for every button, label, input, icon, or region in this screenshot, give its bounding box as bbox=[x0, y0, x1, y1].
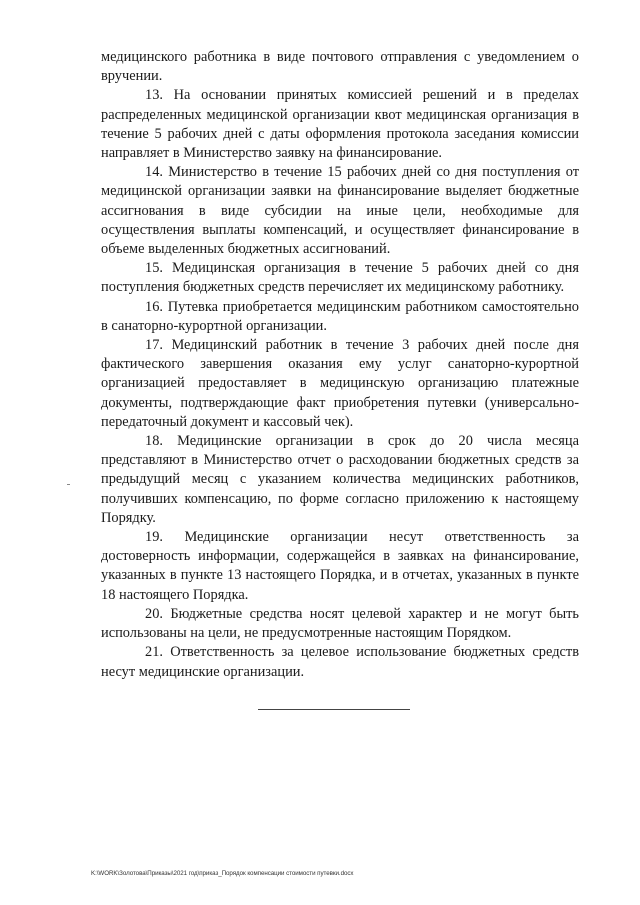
paragraph-item-20: 20. Бюджетные средства носят целевой характер и не могут быть использованы на цели, не предусмотренные настоящим Порядком. bbox=[101, 605, 579, 642]
paragraph-continuation: медицинского работника в виде почтового отправления с уведомлением о вручении. bbox=[101, 49, 579, 85]
end-divider-line bbox=[258, 709, 410, 710]
paragraph-item-14: 14. Министерство в течение 15 рабочих дней со дня поступления от медицинской организации заявки на финансирование выделяет бюджетные ассигнования в виде субсидии на иные цели, необходимые для осуществления выплаты компенсаций, и осуществляет финансирование в объеме выделенных бюджетных ассигнований. bbox=[101, 164, 579, 258]
paragraph-item-16: 16. Путевка приобретается медицинским работником самостоятельно в санаторно-курортной организации. bbox=[101, 298, 579, 334]
scan-speck bbox=[67, 484, 70, 485]
paragraph-item-13: 13. На основании принятых комиссией решений и в пределах распределенных медицинской организации квот медицинская организация в течение 5 рабочих дней с даты оформления протокола заседания комиссии направляет в Министерство заявку на финансирование. bbox=[101, 87, 579, 162]
paragraph-item-18: 18. Медицинские организации в срок до 20 числа месяца представляют в Министерство отчет о расходовании бюджетных средств за предыдущий месяц с указанием количества медицинских работников, получивших компенсацию, по форме согласно приложению к настоящему Порядку. bbox=[101, 433, 579, 526]
document-body bbox=[101, 48, 579, 682]
paragraph-item-15: 15. Медицинская организация в течение 5 рабочих дней со дня поступления бюджетных средств перечисляет их медицинскому работнику. bbox=[101, 260, 579, 296]
paragraph-item-19: 19. Медицинские организации несут ответственность за достоверность информации, содержащейся в заявках на финансирование, указанных в пункте 13 настоящего Порядка, и в отчетах, указанных в пункте 18 настоящего Порядка. bbox=[101, 529, 579, 603]
paragraph-item-21: 21. Ответственность за целевое использование бюджетных средств несут медицинские организации. bbox=[101, 644, 579, 680]
paragraph-item-17: 17. Медицинский работник в течение 3 рабочих дней после дня фактического завершения оказания ему услуг санаторно-курортной организацией предоставляет в медицинскую организацию платежные документы, подтверждающие факт приобретения путевки (универсально-передаточный документ и кассовый чек). bbox=[101, 337, 579, 430]
file-path-footer: K:\WORK\Золотова\Приказы\2021 год\приказ_Порядок компенсации стоимости путевки.docx bbox=[91, 870, 354, 877]
